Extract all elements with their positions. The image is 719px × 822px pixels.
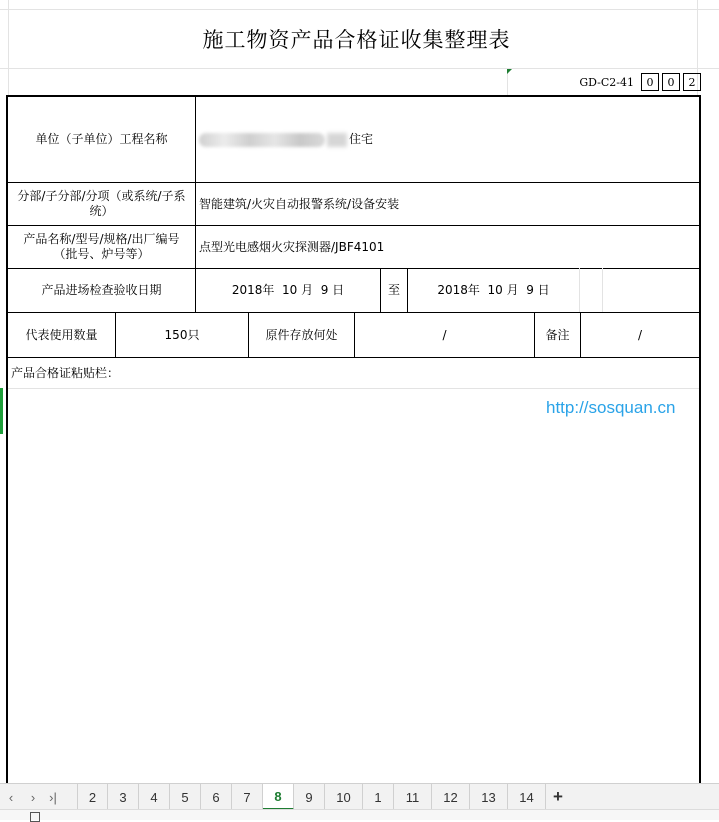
inspection-date-to[interactable]: 2018年 10 月 9 日 [437,283,550,297]
sheet-tab[interactable]: 10 [325,784,363,810]
redacted-text [199,133,325,147]
storage-label: 原件存放何处 [265,327,338,342]
sheet-tab-bar [0,783,719,810]
add-sheet-icon[interactable]: + [553,787,563,806]
redacted-text [327,133,347,147]
sheet-tab[interactable]: 3 [108,784,139,810]
sheet-tab[interactable]: 2 [77,784,108,810]
inspection-date-to-label: 至 [387,283,400,297]
product-label: 产品名称/型号/规格/出厂编号（批号、炉号等） [23,232,180,261]
sheet-tab[interactable]: 14 [508,784,546,810]
row-selection-indicator [0,388,3,434]
quantity-label: 代表使用数量 [25,327,98,342]
sheet-tab[interactable]: 7 [232,784,263,810]
page-title: 施工物资产品合格证收集整理表 [202,28,511,52]
sheet-tab[interactable]: 9 [294,784,325,810]
sheet-tab-active[interactable]: 8 [263,784,294,810]
status-bar [0,809,719,820]
division-label: 分部/子分部/分项（或系统/子系统） [17,189,186,218]
sheet-tab[interactable]: 12 [432,784,470,810]
sheet-tab[interactable]: 5 [170,784,201,810]
form-code [579,73,701,91]
cell-comment-marker [507,69,512,74]
project-name-label: 单位（子单位）工程名称 [35,132,168,146]
remark-value[interactable]: / [637,327,643,342]
sheet-tab[interactable]: 4 [139,784,170,810]
form-code-digit[interactable]: 0 [662,73,680,91]
macro-record-icon[interactable] [30,812,40,822]
sheet-tab[interactable]: 11 [394,784,432,810]
inspection-date-from[interactable]: 2018年 10 月 9 日 [231,283,345,297]
division-value[interactable]: 智能建筑/火灾自动报警系统/设备安装 [199,196,400,211]
skip-last-icon[interactable]: ›| [49,789,57,805]
chevron-right-icon[interactable]: › [30,789,36,805]
watermark: http://sosquan.cn [546,398,676,417]
certificate-paste-label: 产品合格证粘贴栏： [11,365,120,380]
form-code-label: GD-C2-41 [579,75,634,89]
sheet-tab[interactable]: 13 [470,784,508,810]
certificate-paste-area[interactable] [8,389,699,785]
form-code-digit[interactable]: 0 [641,73,659,91]
sheet-tab[interactable]: 1 [363,784,394,810]
form-code-digit[interactable]: 2 [683,73,701,91]
inspection-date-label: 产品进场检查验收日期 [41,283,162,297]
product-value[interactable]: 点型光电感烟火灾探测器/JBF4101 [199,239,385,254]
remark-label: 备注 [545,327,570,342]
quantity-value[interactable]: 150只 [164,327,200,342]
sheet-tab[interactable]: 6 [201,784,232,810]
project-name-suffix: 住宅 [349,132,374,146]
form-table [6,95,701,785]
project-name-value[interactable] [196,97,699,182]
storage-value[interactable]: / [442,327,447,342]
chevron-left-icon[interactable]: ‹ [8,789,14,805]
